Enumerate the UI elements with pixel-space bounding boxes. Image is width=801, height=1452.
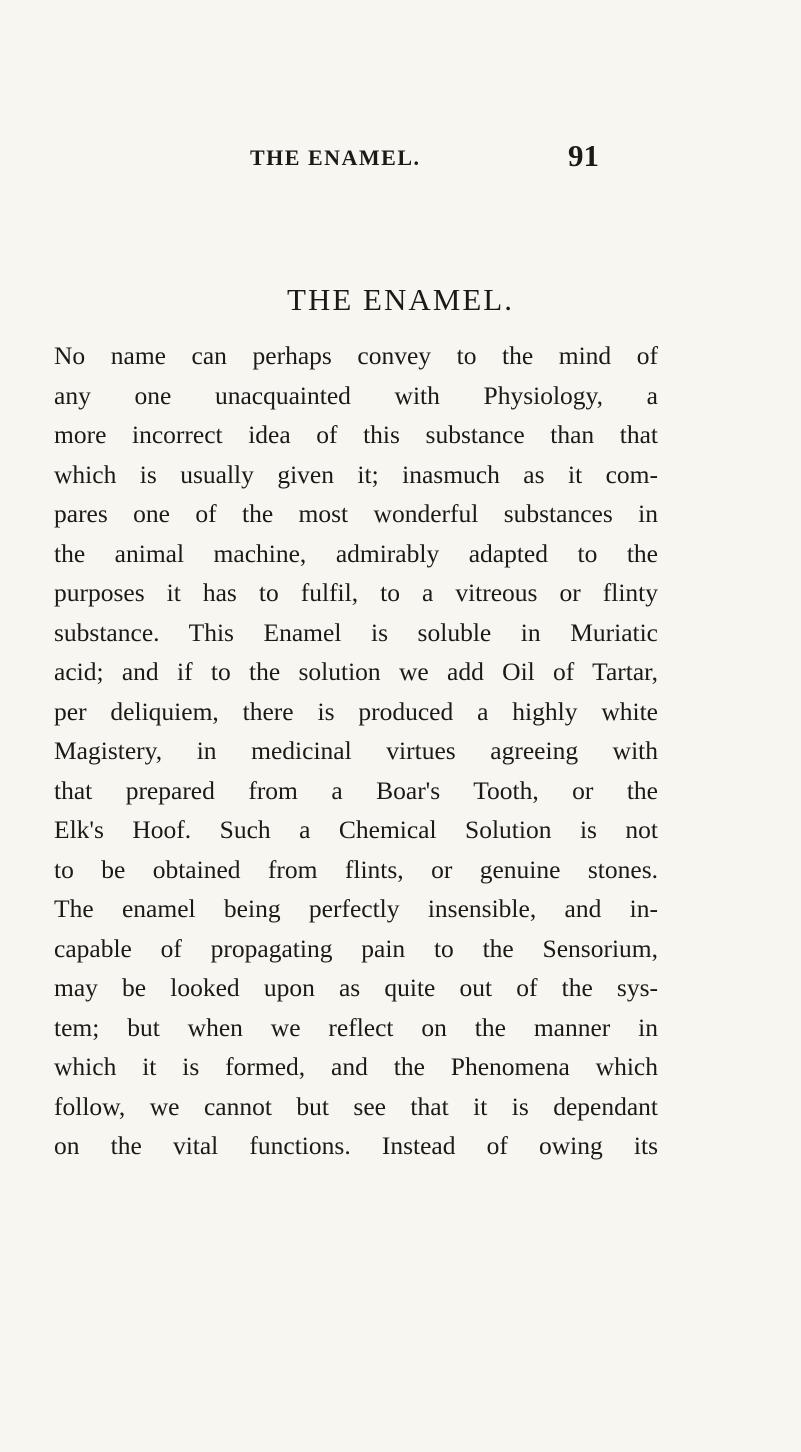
text-line: any one unacquainted with Physiology, a [54, 380, 658, 410]
running-head-title: THE ENAMEL. [250, 145, 421, 170]
text-line: Magistery, in medicinal virtues agreeing with [54, 736, 658, 765]
text-line: acid; and if to the solution we add Oil of Tartar, [54, 657, 658, 686]
running-head [0, 138, 801, 173]
text-line: per deliquiem, there is produced a highly white [54, 696, 658, 726]
body-paragraph [54, 336, 658, 1166]
text-line: on the vital functions. Instead of owing its [54, 1131, 658, 1160]
page-number: 91 [568, 138, 599, 173]
text-line: Elk's Hoof. Such a Chemical Solution is not [54, 815, 658, 844]
text-line: pares one of the most wonderful substances in [54, 499, 658, 528]
section-title: THE ENAMEL. [287, 282, 514, 317]
text-line: to be obtained from flints, or genuine stones. [54, 854, 658, 884]
text-line: tem; but when we reflect on the manner in [54, 1012, 658, 1042]
text-line: No name can perhaps convey to the mind of [54, 341, 658, 370]
text-line: which it is formed, and the Phenomena which [54, 1052, 658, 1081]
text-line: substance. This Enamel is soluble in Muriatic [54, 617, 658, 647]
text-line: The enamel being perfectly insensible, and in- [54, 894, 658, 923]
text-line: purposes it has to fulfil, to a vitreous or flinty [54, 578, 658, 607]
text-line: that prepared from a Boar's Tooth, or the [54, 775, 658, 805]
text-line: more incorrect idea of this substance than that [54, 420, 658, 449]
text-line: the animal machine, admirably adapted to the [54, 538, 658, 568]
text-line: may be looked upon as quite out of the sys- [54, 973, 658, 1002]
text-line: capable of propagating pain to the Sensorium, [54, 933, 658, 963]
text-line: follow, we cannot but see that it is dependant [54, 1091, 658, 1121]
text-line: which is usually given it; inasmuch as it com- [54, 459, 658, 489]
